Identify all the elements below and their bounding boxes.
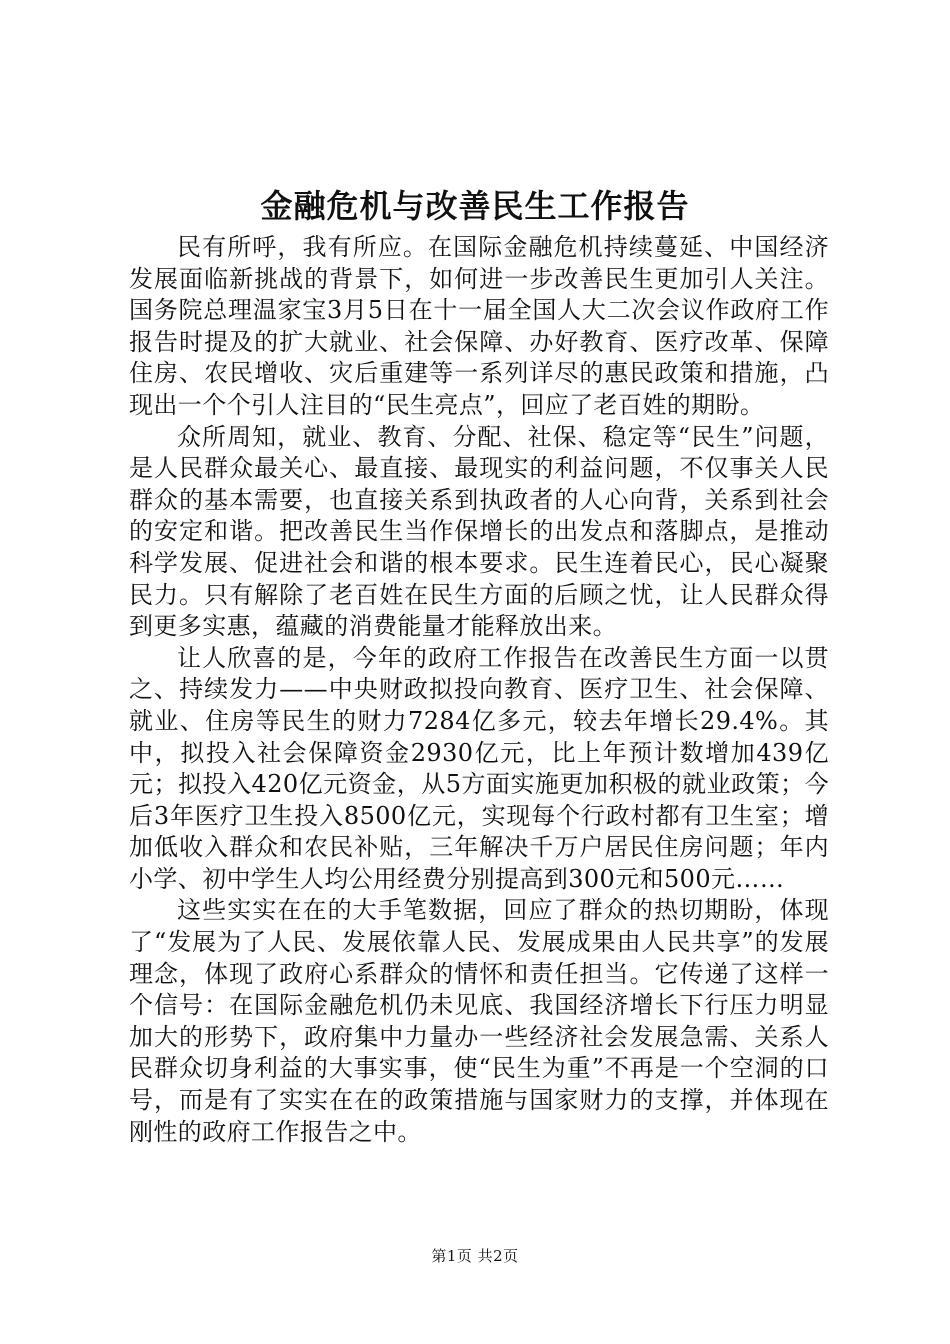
paragraph-4: 这些实实在在的大手笔数据，回应了群众的热切期盼，体现了“发展为了人民、发展依靠人民、发展成果由人民共享”的发展理念，体现了政府心系群众的情怀和责任担当。它传递了这样一个信号：在国际金融危机仍未见底、我国经济增长下行压力明显加大的形势下，政府集中力量办一些经济社会发展急需、关系人民群众切身利益的大事实事，使“民生为重”不再是一个空洞的口号，而是有了实实在在的政策措施与国家财力的支撑，并体现在刚性的政府工作报告之中。: [129, 896, 829, 1146]
paragraph-1: 民有所呼，我有所应。在国际金融危机持续蔓延、中国经济发展面临新挑战的背景下，如何进一步改善民生更加引人关注。国务院总理温家宝3月5日在十一届全国人大二次会议作政府工作报告时提及的扩大就业、社会保障、办好教育、医疗改革、保障住房、农民增收、灾后重建等一系列详尽的惠民政策和措施，凸现出一个个引人注目的“民生亮点”，回应了老百姓的期盼。: [129, 233, 829, 419]
paragraph-3: 让人欣喜的是，今年的政府工作报告在改善民生方面一以贯之、持续发力——中央财政拟投向教育、医疗卫生、社会保障、就业、住房等民生的财力7284亿多元，较去年增长29.4%。其中，拟投入社会保障资金2930亿元，比上年预计数增加439亿元；拟投入420亿元资金，从5方面实施更加积极的就业政策；今后3年医疗卫生投入8500亿元，实现每个行政村都有卫生室；增加低收入群众和农民补贴，三年解决千万户居民住房问题；年内小学、初中学生人均公用经费分别提高到300元和500元……: [129, 643, 829, 893]
paragraph-2: 众所周知，就业、教育、分配、社保、稳定等“民生”问题，是人民群众最关心、最直接、最现实的利益问题，不仅事关人民群众的基本需要，也直接关系到执政者的人心向背，关系到社会的安定和谐。把改善民生当作保增长的出发点和落脚点，是推动科学发展、促进社会和谐的根本要求。民生连着民心，民心凝聚民力。只有解除了老百姓在民生方面的后顾之忧，让人民群众得到更多实惠，蕴藏的消费能量才能释放出来。: [129, 422, 829, 641]
page-number-footer: 第1页 共2页: [431, 1247, 519, 1265]
document-title: 金融危机与改善民生工作报告: [260, 187, 690, 225]
document-body: [129, 232, 829, 1148]
